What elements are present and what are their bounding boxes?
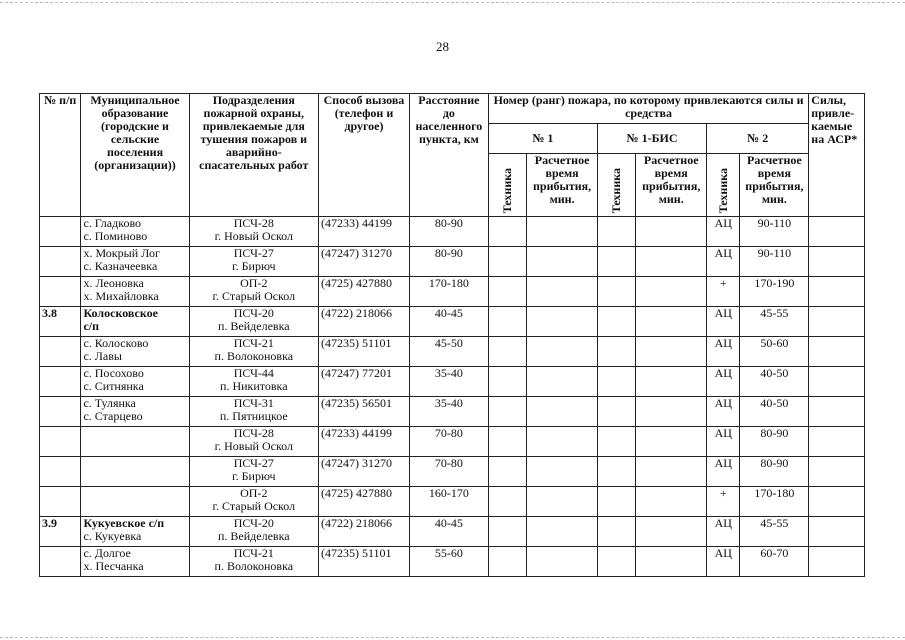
row-arrival-2: 80-90 xyxy=(740,427,809,457)
unit-location: п. Вейделевка xyxy=(218,529,290,543)
table-body xyxy=(40,217,865,577)
row-arrival-2: 45-55 xyxy=(740,307,809,337)
row-tech-1 xyxy=(488,457,526,487)
row-tech-2: АЦ xyxy=(707,307,740,337)
row-municipality xyxy=(81,457,189,487)
row-arrival-2: 90-110 xyxy=(740,217,809,247)
table-row xyxy=(40,457,865,487)
row-municipality xyxy=(81,277,189,307)
row-asr xyxy=(809,337,865,367)
row-distance: 40-45 xyxy=(409,307,488,337)
row-distance: 40-45 xyxy=(409,517,488,547)
row-phone: (4722) 218066 xyxy=(318,517,409,547)
row-tech-1bis xyxy=(597,217,635,247)
row-arrival-1bis xyxy=(636,547,707,577)
row-distance: 160-170 xyxy=(409,487,488,517)
row-arrival-1bis xyxy=(636,427,707,457)
table-row xyxy=(40,517,865,547)
row-arrival-2: 50-60 xyxy=(740,337,809,367)
col-header-tech-1bis xyxy=(597,154,635,217)
row-phone: (47247) 31270 xyxy=(318,247,409,277)
row-arrival-1 xyxy=(527,397,598,427)
row-num xyxy=(40,487,81,517)
col-header-call: Способ вызова (телефон и другое) xyxy=(318,94,409,217)
row-municipality xyxy=(81,247,189,277)
unit-location: г. Новый Оскол xyxy=(214,439,293,453)
row-asr xyxy=(809,457,865,487)
row-municipality xyxy=(81,337,189,367)
row-municipality xyxy=(81,517,189,547)
row-asr xyxy=(809,247,865,277)
municipality-line: с. Тулянка xyxy=(83,396,136,410)
row-tech-1 xyxy=(488,277,526,307)
row-distance: 80-90 xyxy=(409,217,488,247)
col-header-tech-1 xyxy=(488,154,526,217)
col-header-distance: Расстояние до населенного пункта, км xyxy=(409,94,488,217)
row-arrival-2: 90-110 xyxy=(740,247,809,277)
municipality-line: с. Поминово xyxy=(83,229,148,243)
row-num xyxy=(40,397,81,427)
unit-name: ПСЧ-20 xyxy=(233,306,274,320)
row-municipality xyxy=(81,427,189,457)
unit-location: г. Бирюч xyxy=(232,259,276,273)
row-tech-2: АЦ xyxy=(707,517,740,547)
row-tech-1bis xyxy=(597,367,635,397)
row-arrival-1bis xyxy=(636,517,707,547)
unit-name: ПСЧ-31 xyxy=(233,396,274,410)
row-tech-1 xyxy=(488,247,526,277)
table-row xyxy=(40,367,865,397)
fire-forces-table xyxy=(39,93,865,577)
page-number: 28 xyxy=(436,39,449,54)
table-row xyxy=(40,547,865,577)
row-arrival-1bis xyxy=(636,247,707,277)
municipality-line: с. Колосково xyxy=(83,336,149,350)
row-arrival-1 xyxy=(527,217,598,247)
table-row xyxy=(40,307,865,337)
row-tech-2: АЦ xyxy=(707,367,740,397)
row-unit xyxy=(189,547,318,577)
row-num xyxy=(40,277,81,307)
municipality-line: с. Долгое xyxy=(83,546,131,560)
tech-label-1bis: Техника xyxy=(609,167,624,213)
row-arrival-2: 80-90 xyxy=(740,457,809,487)
row-num xyxy=(40,367,81,397)
row-arrival-1bis xyxy=(636,397,707,427)
row-distance: 70-80 xyxy=(409,457,488,487)
row-tech-1 xyxy=(488,217,526,247)
top-rule xyxy=(0,2,905,3)
municipality-line: с. Старцево xyxy=(83,409,143,423)
row-unit xyxy=(189,457,318,487)
municipality-line: с. Казначеевка xyxy=(83,259,158,273)
row-asr xyxy=(809,397,865,427)
row-phone: (47247) 31270 xyxy=(318,457,409,487)
row-tech-1 xyxy=(488,367,526,397)
municipality-line: Колосковское xyxy=(83,306,158,320)
row-asr xyxy=(809,307,865,337)
row-arrival-2: 170-180 xyxy=(740,487,809,517)
row-num xyxy=(40,547,81,577)
row-arrival-2: 40-50 xyxy=(740,397,809,427)
row-municipality xyxy=(81,367,189,397)
table-row xyxy=(40,277,865,307)
unit-location: п. Волоконовка xyxy=(214,559,294,573)
col-header-arrival-1bis: Расчетное время прибытия, мин. xyxy=(636,154,707,217)
col-header-n1bis: № 1-БИС xyxy=(597,124,706,154)
row-tech-1 xyxy=(488,487,526,517)
row-num xyxy=(40,457,81,487)
table-row xyxy=(40,487,865,517)
unit-name: ПСЧ-28 xyxy=(233,216,274,230)
row-num xyxy=(40,247,81,277)
unit-location: г. Старый Оскол xyxy=(212,499,296,513)
municipality-line: Кукуевское с/п xyxy=(83,516,165,530)
row-tech-2: АЦ xyxy=(707,397,740,427)
row-tech-1bis xyxy=(597,397,635,427)
table-row xyxy=(40,337,865,367)
table-row xyxy=(40,427,865,457)
col-header-tech-2 xyxy=(707,154,740,217)
row-num: 3.8 xyxy=(40,307,81,337)
col-header-arrival-1: Расчетное время прибытия, мин. xyxy=(527,154,598,217)
row-asr xyxy=(809,277,865,307)
unit-name: ОП-2 xyxy=(240,486,268,500)
row-tech-2: АЦ xyxy=(707,247,740,277)
row-arrival-1bis xyxy=(636,367,707,397)
row-tech-1bis xyxy=(597,427,635,457)
unit-name: ПСЧ-21 xyxy=(233,336,274,350)
row-unit xyxy=(189,217,318,247)
row-phone: (4725) 427880 xyxy=(318,487,409,517)
row-unit xyxy=(189,397,318,427)
row-arrival-1 xyxy=(527,517,598,547)
unit-name: ОП-2 xyxy=(240,276,268,290)
row-asr xyxy=(809,427,865,457)
row-arrival-1 xyxy=(527,307,598,337)
row-distance: 55-60 xyxy=(409,547,488,577)
unit-location: п. Пятницкое xyxy=(219,409,288,423)
row-arrival-1bis xyxy=(636,277,707,307)
row-asr xyxy=(809,517,865,547)
row-tech-2: + xyxy=(707,487,740,517)
row-municipality xyxy=(81,307,189,337)
row-arrival-1 xyxy=(527,427,598,457)
row-unit xyxy=(189,427,318,457)
row-unit xyxy=(189,487,318,517)
table-row xyxy=(40,397,865,427)
row-distance: 170-180 xyxy=(409,277,488,307)
unit-name: ПСЧ-44 xyxy=(233,366,274,380)
row-tech-1bis xyxy=(597,337,635,367)
col-header-units: Подразделения пожарной охраны, привлекаемые для тушения пожаров и аварийно-спасательных работ xyxy=(189,94,318,217)
row-phone: (47233) 44199 xyxy=(318,217,409,247)
row-arrival-2: 170-190 xyxy=(740,277,809,307)
bottom-rule xyxy=(0,637,905,638)
row-tech-1bis xyxy=(597,487,635,517)
municipality-line: с. Лавы xyxy=(83,349,122,363)
row-arrival-1 xyxy=(527,277,598,307)
row-unit xyxy=(189,337,318,367)
row-tech-1bis xyxy=(597,457,635,487)
unit-location: г. Новый Оскол xyxy=(214,229,293,243)
municipality-line: х. Песчанка xyxy=(83,559,144,573)
municipality-line: х. Михайловка xyxy=(83,289,159,303)
unit-location: п. Вейделевка xyxy=(218,319,290,333)
row-num xyxy=(40,337,81,367)
row-num: 3.9 xyxy=(40,517,81,547)
row-tech-1 xyxy=(488,337,526,367)
row-tech-1 xyxy=(488,517,526,547)
table-row xyxy=(40,247,865,277)
row-arrival-1 xyxy=(527,547,598,577)
row-asr xyxy=(809,217,865,247)
row-municipality xyxy=(81,487,189,517)
row-tech-1 xyxy=(488,307,526,337)
col-header-municipality: Муниципальное образование (городские и сельские поселения (организации)) xyxy=(81,94,189,217)
row-phone: (47235) 56501 xyxy=(318,397,409,427)
row-distance: 35-40 xyxy=(409,367,488,397)
row-asr xyxy=(809,487,865,517)
row-tech-1 xyxy=(488,397,526,427)
row-arrival-1bis xyxy=(636,337,707,367)
row-arrival-2: 40-50 xyxy=(740,367,809,397)
row-asr xyxy=(809,367,865,397)
row-unit xyxy=(189,517,318,547)
tech-label-2: Техника xyxy=(715,167,730,213)
unit-name: ПСЧ-27 xyxy=(233,456,274,470)
row-tech-2: АЦ xyxy=(707,427,740,457)
tech-label-1: Техника xyxy=(500,167,514,213)
row-arrival-1 xyxy=(527,247,598,277)
municipality-line: с. Гладково xyxy=(83,216,142,230)
row-unit xyxy=(189,307,318,337)
unit-name: ПСЧ-21 xyxy=(233,546,274,560)
row-tech-1bis xyxy=(597,247,635,277)
unit-location: п. Никитовка xyxy=(220,379,288,393)
row-phone: (47233) 44199 xyxy=(318,427,409,457)
col-header-n2: № 2 xyxy=(707,124,809,154)
row-municipality xyxy=(81,397,189,427)
table-row xyxy=(40,217,865,247)
row-tech-2: + xyxy=(707,277,740,307)
row-arrival-2: 45-55 xyxy=(740,517,809,547)
row-phone: (47247) 77201 xyxy=(318,367,409,397)
row-arrival-1bis xyxy=(636,457,707,487)
unit-location: г. Старый Оскол xyxy=(212,289,296,303)
municipality-line: с. Кукуевка xyxy=(83,529,142,543)
row-arrival-1 xyxy=(527,457,598,487)
col-header-asr: Силы, привле-каемые на АСР* xyxy=(809,94,865,217)
row-num xyxy=(40,217,81,247)
row-unit xyxy=(189,247,318,277)
unit-name: ПСЧ-20 xyxy=(233,516,274,530)
row-arrival-1bis xyxy=(636,217,707,247)
municipality-line: с/п xyxy=(83,319,100,333)
row-tech-1bis xyxy=(597,307,635,337)
municipality-line: с. Ситнянка xyxy=(83,379,144,393)
row-tech-2: АЦ xyxy=(707,547,740,577)
row-tech-1 xyxy=(488,427,526,457)
row-num xyxy=(40,427,81,457)
unit-location: г. Бирюч xyxy=(232,469,276,483)
row-arrival-1 xyxy=(527,367,598,397)
col-header-arrival-2: Расчетное время прибытия, мин. xyxy=(740,154,809,217)
row-distance: 45-50 xyxy=(409,337,488,367)
unit-location: п. Волоконовка xyxy=(214,349,294,363)
row-arrival-2: 60-70 xyxy=(740,547,809,577)
row-tech-2: АЦ xyxy=(707,337,740,367)
row-tech-1 xyxy=(488,547,526,577)
municipality-line: х. Леоновка xyxy=(83,276,144,290)
row-unit xyxy=(189,277,318,307)
row-municipality xyxy=(81,547,189,577)
unit-name: ПСЧ-28 xyxy=(233,426,274,440)
row-phone: (47235) 51101 xyxy=(318,547,409,577)
row-arrival-1 xyxy=(527,337,598,367)
col-header-n1: № 1 xyxy=(488,124,597,154)
row-phone: (4725) 427880 xyxy=(318,277,409,307)
municipality-line: с. Посохово xyxy=(83,366,144,380)
col-header-num: № п/п xyxy=(40,94,81,217)
row-asr xyxy=(809,547,865,577)
unit-name: ПСЧ-27 xyxy=(233,246,274,260)
row-distance: 80-90 xyxy=(409,247,488,277)
row-phone: (4722) 218066 xyxy=(318,307,409,337)
row-arrival-1bis xyxy=(636,307,707,337)
row-tech-1bis xyxy=(597,547,635,577)
row-unit xyxy=(189,367,318,397)
municipality-line: х. Мокрый Лог xyxy=(83,246,160,260)
row-arrival-1 xyxy=(527,487,598,517)
row-phone: (47235) 51101 xyxy=(318,337,409,367)
row-distance: 35-40 xyxy=(409,397,488,427)
col-header-fire-number: Номер (ранг) пожара, по которому привлекаются силы и средства xyxy=(488,94,808,124)
row-tech-1bis xyxy=(597,277,635,307)
row-tech-2: АЦ xyxy=(707,217,740,247)
row-distance: 70-80 xyxy=(409,427,488,457)
row-tech-1bis xyxy=(597,517,635,547)
row-municipality xyxy=(81,217,189,247)
row-tech-2: АЦ xyxy=(707,457,740,487)
row-arrival-1bis xyxy=(636,487,707,517)
